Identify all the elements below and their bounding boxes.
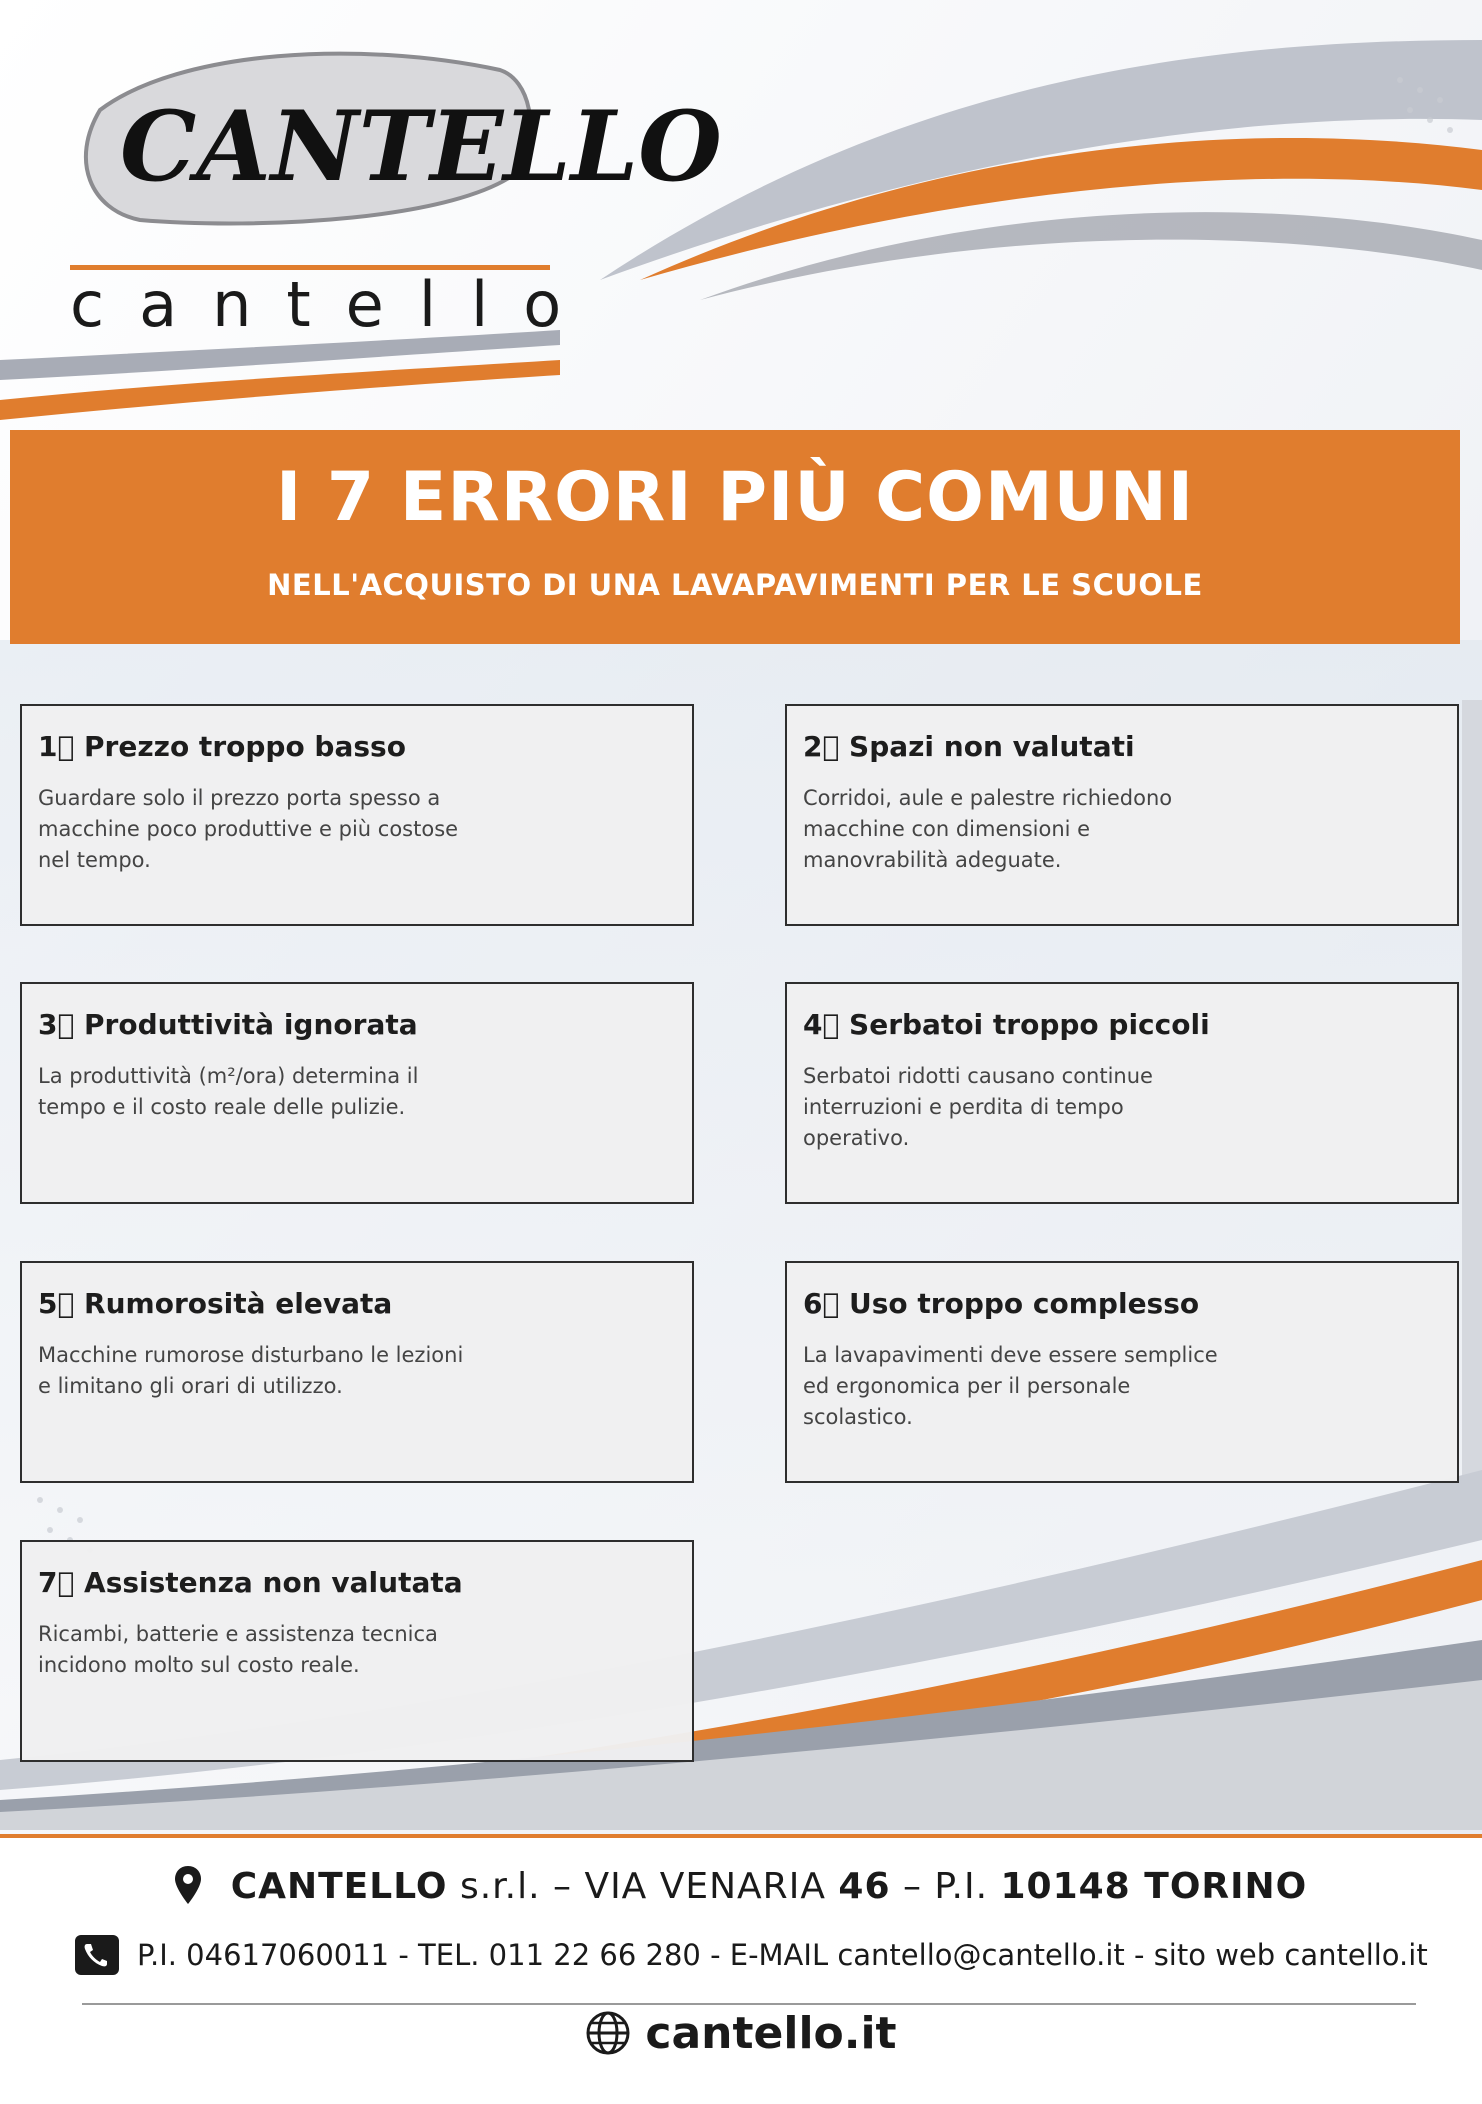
address-separator: – xyxy=(902,1866,922,1907)
contact-separator: - xyxy=(710,1938,721,1972)
company-name: CANTELLO xyxy=(230,1866,448,1907)
phone-number: TEL. 011 22 66 280 xyxy=(418,1938,701,1972)
footer-contacts xyxy=(75,1935,1455,1975)
error-card-1 xyxy=(20,704,694,926)
error-card-6 xyxy=(785,1261,1459,1483)
street: VIA VENARIA xyxy=(584,1866,826,1907)
logo-text: CANTELLO xyxy=(120,90,722,203)
page-title: I 7 ERRORI PIÙ COMUNI xyxy=(275,458,1195,537)
card-text: La produttività (m²/ora) determina il tempo e il costo reale delle pulizie. xyxy=(38,1064,419,1119)
error-card-3 xyxy=(20,982,694,1204)
website-link[interactable]: cantello.it xyxy=(645,2008,897,2059)
phone-icon xyxy=(75,1935,119,1975)
address-separator: – xyxy=(552,1866,572,1907)
card-text: Serbatoi ridotti causano continue interruzioni e perdita di tempo operativo. xyxy=(803,1064,1153,1150)
map-pin-icon xyxy=(175,1866,201,1904)
error-card-4 xyxy=(785,982,1459,1204)
street-number: 46 xyxy=(838,1866,891,1907)
company-suffix: s.r.l. xyxy=(459,1866,541,1907)
error-card-2 xyxy=(785,704,1459,926)
footer-site xyxy=(0,2008,1482,2059)
card-title: 6⃣ Uso troppo complesso xyxy=(803,1287,1200,1320)
card-title: 3⃣ Produttività ignorata xyxy=(38,1008,418,1041)
footer-separator xyxy=(82,2003,1416,2005)
footer-address xyxy=(0,1866,1482,1907)
brand-wordmark: cantello xyxy=(70,268,597,341)
website-text[interactable]: sito web cantello.it xyxy=(1153,1938,1428,1972)
globe-icon xyxy=(585,2010,631,2056)
error-card-5 xyxy=(20,1261,694,1483)
vat-number: P.I. 04617060011 xyxy=(137,1938,390,1972)
contact-separator: - xyxy=(1134,1938,1145,1972)
card-title: 2⃣ Spazi non valutati xyxy=(803,730,1135,763)
page-subtitle: NELL'ACQUISTO DI UNA LAVAPAVIMENTI PER LE SCUOLE xyxy=(267,568,1203,602)
card-text: Guardare solo il prezzo porta spesso a macchine poco produttive e più costose nel tempo. xyxy=(38,786,459,872)
zip-label: P.I. xyxy=(934,1866,989,1907)
card-title: 7⃣ Assistenza non valutata xyxy=(38,1566,463,1599)
contact-separator: - xyxy=(398,1938,409,1972)
card-text: Corridoi, aule e palestre richiedono macchine con dimensioni e manovrabilità adeguate. xyxy=(803,786,1173,872)
title-banner xyxy=(10,430,1460,644)
card-text: La lavapavimenti deve essere semplice ed ergonomica per il personale scolastico. xyxy=(803,1343,1218,1429)
card-title: 5⃣ Rumorosità elevata xyxy=(38,1287,393,1320)
card-title: 4⃣ Serbatoi troppo piccoli xyxy=(803,1008,1210,1041)
zip-city: 10148 TORINO xyxy=(1000,1866,1308,1907)
error-card-7 xyxy=(20,1540,694,1762)
card-text: Macchine rumorose disturbano le lezioni e limitano gli orari di utilizzo. xyxy=(38,1343,464,1398)
footer-divider xyxy=(0,1834,1482,1838)
card-title: 1⃣ Prezzo troppo basso xyxy=(38,730,406,763)
email-address[interactable]: E-MAIL cantello@cantello.it xyxy=(729,1938,1125,1972)
card-text: Ricambi, batterie e assistenza tecnica incidono molto sul costo reale. xyxy=(38,1622,438,1677)
